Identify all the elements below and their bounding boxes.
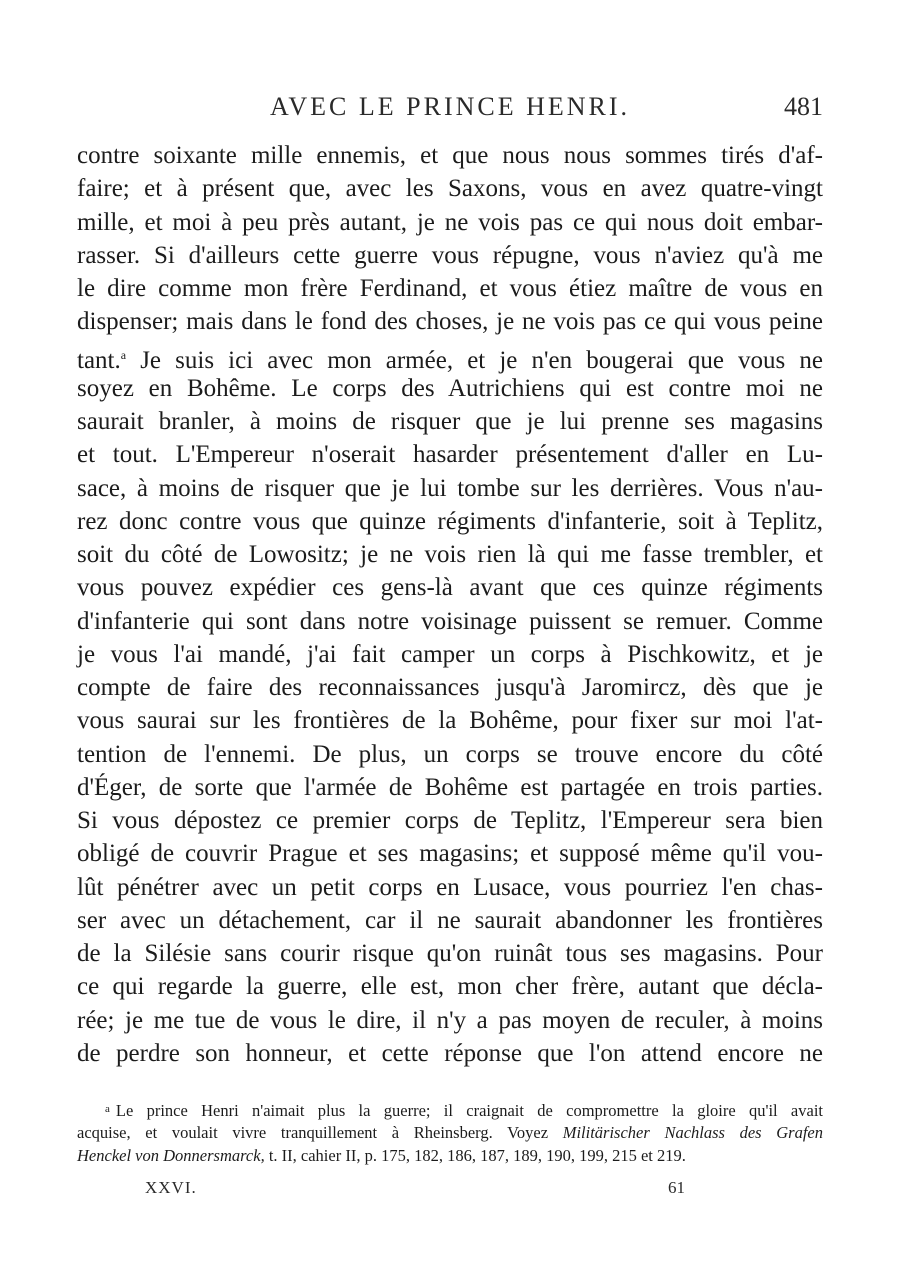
footnote-citation: Henckel von Donnersmarck, bbox=[77, 1146, 265, 1165]
printer-signature bbox=[0, 1178, 900, 1202]
text-line: saurait branler, à moins de risquer que je lui prenne ses magasins bbox=[77, 408, 823, 435]
text-line: mille, et moi à peu près autant, je ne vois pas ce qui nous doit embar- bbox=[77, 208, 823, 236]
text-line: et tout. L'Empereur n'oserait hasarder présentement d'aller en Lu- bbox=[77, 441, 823, 469]
footnote-text: Le prince Henri n'aimait plus la guerre; il craignait de compromettre la gloire qu'il avait bbox=[115, 1101, 823, 1120]
text-line: d'Éger, de sorte que l'armée de Bohême est partagée en trois parties. bbox=[77, 773, 823, 801]
text-line: d'infanterie qui sont dans notre voisinage puissent se remuer. Comme bbox=[77, 607, 823, 635]
body-text bbox=[77, 139, 823, 1103]
text-line: sace, à moins de risquer que je lui tombe sur les derrières. Vous n'au- bbox=[77, 474, 823, 502]
footnote-text: t. II, cahier II, p. 175, 182, 186, 187, 189, 190, 199, 215 et 219. bbox=[268, 1146, 686, 1165]
footnote-line bbox=[77, 1144, 823, 1167]
text-line: vous saurai sur les frontières de la Bohême, pour fixer sur moi l'at- bbox=[77, 707, 823, 735]
text-line: de la Silésie sans courir risque qu'on ruinât tous ses magasins. Pour bbox=[77, 940, 823, 967]
text-line: soit du côté de Lowositz; je ne vois rien là qui me fasse trembler, et bbox=[77, 541, 823, 568]
text-line: ser avec un détachement, car il ne saurait abandonner les frontières bbox=[77, 906, 823, 934]
text-line: rée; je me tue de vous le dire, il n'y a pas moyen de reculer, à moins bbox=[77, 1006, 823, 1034]
page-number: 481 bbox=[784, 92, 823, 121]
sheet-signature: 61 bbox=[668, 1178, 685, 1197]
footnote bbox=[77, 1098, 823, 1167]
text-line: de perdre son honneur, et cette réponse que l'on attend encore ne bbox=[77, 1039, 823, 1067]
volume-signature: XXVI. bbox=[145, 1178, 197, 1197]
text-line: ce qui regarde la guerre, elle est, mon cher frère, autant que décla- bbox=[77, 973, 823, 1001]
footnote-marker: a bbox=[105, 1103, 110, 1115]
text-line: tention de l'ennemi. De plus, un corps se trouve encore du côté bbox=[77, 740, 823, 768]
text-line bbox=[77, 339, 823, 372]
text-line: soyez en Bohême. Le corps des Autrichiens qui est contre moi ne bbox=[77, 374, 823, 402]
footnote-line bbox=[77, 1121, 823, 1144]
text-line: lût pénétrer avec un petit corps en Lusace, vous pourriez l'en chas- bbox=[77, 873, 823, 901]
running-head bbox=[0, 92, 900, 128]
footnote-text: acquise, et voulait vivre tranquillement à Rheinsberg. Voyez bbox=[77, 1123, 549, 1142]
text-line: obligé de couvrir Prague et ses magasins; et supposé même qu'il vou- bbox=[77, 840, 823, 868]
text-segment: tant. bbox=[77, 346, 121, 374]
text-line: compte de faire des reconnaissances jusqu'à Jaromircz, dès que je bbox=[77, 674, 823, 701]
footnote-line bbox=[77, 1098, 823, 1121]
text-segment: Je suis ici avec mon armée, et je n'en bougerai que vous ne bbox=[140, 346, 823, 374]
text-line: rasser. Si d'ailleurs cette guerre vous répugne, vous n'aviez qu'à me bbox=[77, 241, 823, 269]
text-line: faire; et à présent que, avec les Saxons, vous en avez quatre-vingt bbox=[77, 175, 823, 203]
text-line: le dire comme mon frère Ferdinand, et vous étiez maître de vous en bbox=[77, 275, 823, 302]
text-line: vous pouvez expédier ces gens-là avant que ces quinze régiments bbox=[77, 574, 823, 602]
text-line: contre soixante mille ennemis, et que nous nous sommes tirés d'af- bbox=[77, 142, 823, 169]
text-line: Si vous dépostez ce premier corps de Teplitz, l'Empereur sera bien bbox=[77, 807, 823, 834]
text-line: dispenser; mais dans le fond des choses, je ne vois pas ce qui vous peine bbox=[77, 308, 823, 336]
text-line: je vous l'ai mandé, j'ai fait camper un corps à Pischkowitz, et je bbox=[77, 640, 823, 668]
footnote-citation: Militärischer Nachlass des Grafen bbox=[562, 1123, 824, 1142]
footnote-reference: a bbox=[120, 347, 127, 362]
running-title: AVEC LE PRINCE HENRI. bbox=[269, 92, 631, 121]
text-line: rez donc contre vous que quinze régiments d'infanterie, soit à Teplitz, bbox=[77, 507, 823, 535]
